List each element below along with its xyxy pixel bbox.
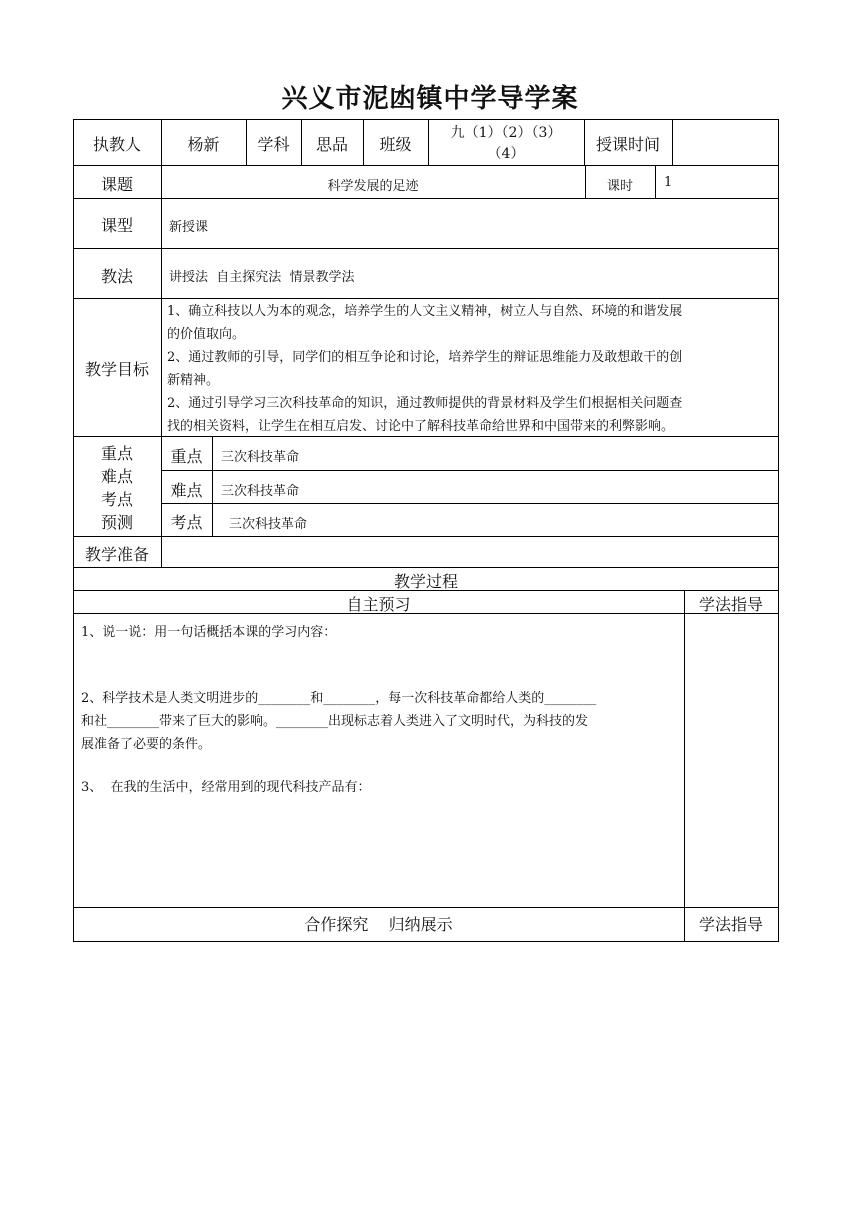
subject-value: 思品 (315, 135, 348, 154)
difficulty-row-value: 三次科技革命 (221, 484, 300, 499)
column-divider (672, 119, 673, 165)
focus-group-label-2: 难点 (100, 467, 133, 486)
goal-line: 1、确立科技以人为本的观念，培养学生的人文主义精神，树立人与自然、环境的和谐发展 (167, 304, 683, 319)
time-label: 授课时间 (595, 135, 660, 154)
hours-label: 课时 (606, 179, 633, 194)
prep-label: 教学准备 (84, 545, 149, 564)
row-divider (161, 503, 779, 504)
table-border-right (778, 119, 779, 942)
focus-row-value: 三次科技革命 (221, 450, 300, 465)
goal-line: 2、通过教师的引导，同学们的相互争论和讨论，培养学生的辩证思维能力及敢想敢干的创 (167, 350, 683, 365)
lesson-type-label: 课型 (100, 216, 133, 235)
question-1: 1、说一说：用一句话概括本课的学习内容： (81, 625, 337, 640)
goal-line: 2、通过引导学习三次科技革命的知识，通过教师提供的背景材料及学生们根据相关问题查 (167, 396, 683, 411)
table-border-top (73, 119, 779, 120)
topic-label: 课题 (100, 175, 133, 194)
exam-row-value: 三次科技革命 (229, 517, 308, 532)
column-divider (684, 590, 685, 941)
teacher-label: 执教人 (92, 135, 141, 154)
question-2-line3: 展准备了必要的条件。 (81, 737, 212, 752)
goals-label: 教学目标 (84, 360, 149, 379)
subject-label: 学科 (257, 135, 290, 154)
focus-row-label: 重点 (170, 447, 203, 466)
goals-text (167, 300, 777, 438)
class-value-line2: （4） (487, 146, 525, 162)
teacher-name: 杨新 (187, 135, 220, 154)
goal-line: 找的相关资料，让学生在相互启发、讨论中了解科技革命给世界和中国带来的利弊影响。 (167, 419, 675, 434)
lesson-type-value: 新授课 (169, 220, 209, 235)
focus-group-label-3: 考点 (100, 490, 133, 509)
focus-group-label-1: 重点 (100, 444, 133, 463)
question-2-line1: 2、科学技术是人类文明进步的________和________，每一次科技革命都给人类的________ (81, 691, 597, 706)
row-divider (161, 470, 779, 471)
self-study-header: 自主预习 (346, 595, 411, 614)
table-border-bottom (73, 941, 779, 942)
class-value-line1: 九（1）（2）（3） (450, 125, 562, 141)
row-divider (73, 298, 779, 299)
row-divider (73, 165, 779, 166)
study-guide-header-2: 学法指导 (698, 915, 763, 934)
row-divider (73, 198, 779, 199)
focus-group-label-4: 预测 (100, 513, 133, 532)
page-title: 兴义市泥凼镇中学导学案 (281, 84, 579, 114)
hours-value: 1 (664, 175, 673, 190)
question-3: 3、 在我的生活中，经常用到的现代科技产品有： (81, 780, 371, 795)
row-divider (73, 248, 779, 249)
goal-line: 的价值取向。 (167, 327, 246, 342)
study-guide-header: 学法指导 (698, 595, 763, 614)
column-divider (212, 436, 213, 536)
topic-value: 科学发展的足迹 (327, 179, 419, 194)
question-2-line2: 和社________带来了巨大的影响。________出现标志着人类进入了文明时代，为科技的发 (81, 714, 589, 729)
process-title: 教学过程 (393, 572, 458, 591)
class-label: 班级 (379, 135, 412, 154)
goal-line: 新精神。 (167, 373, 220, 388)
row-divider (73, 567, 779, 568)
exam-row-label: 考点 (170, 513, 203, 532)
coop-header: 合作探究 归纳展示 (304, 915, 453, 934)
row-divider (73, 536, 779, 537)
column-divider (655, 165, 656, 198)
row-divider (73, 907, 779, 908)
method-label: 教法 (100, 267, 133, 286)
method-value: 讲授法 自主探究法 情景教学法 (169, 270, 355, 285)
difficulty-row-label: 难点 (170, 481, 203, 500)
